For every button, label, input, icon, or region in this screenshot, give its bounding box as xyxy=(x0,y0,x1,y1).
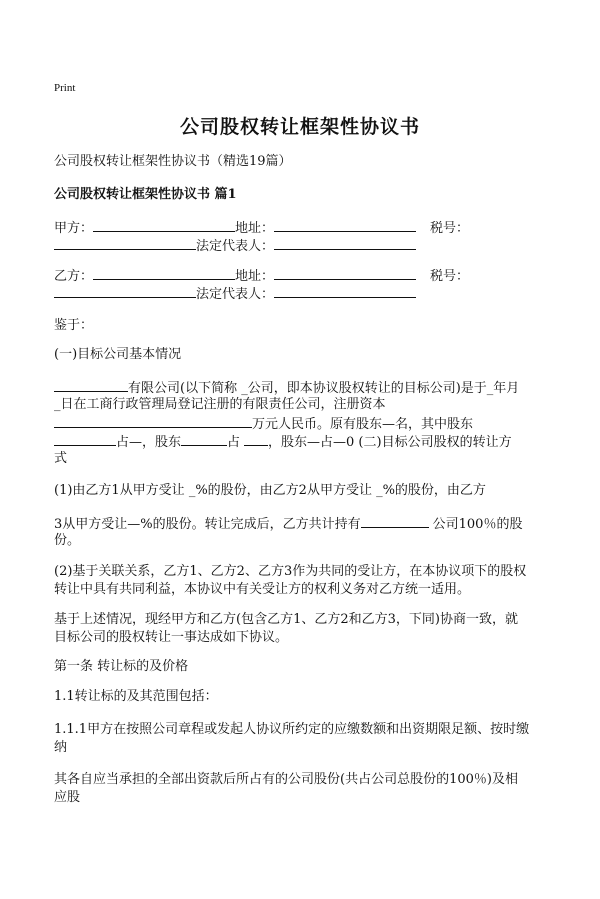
clause-1-1-1-line2: 纳 xyxy=(54,740,68,755)
party-b-name-blank xyxy=(93,266,235,280)
p4-line1: (2)基于关联关系，乙方1、乙方2、乙方3作为共同的受让方，在本协议项下的股权 xyxy=(54,564,527,579)
party-b-rep-label: 法定代表人： xyxy=(196,287,275,302)
section-heading: 公司股权转让框架性协议书 篇1 xyxy=(54,187,237,202)
p5-line1: 基于上述情况，现经甲方和乙方(包含乙方1、乙方2和乙方3，下同)协商一致，就 xyxy=(54,612,518,627)
p3-line2: 份。 xyxy=(54,533,81,548)
party-b-tax-label: 税号： xyxy=(430,269,470,284)
p5-line2: 目标公司的股权转让一事达成如下协议。 xyxy=(54,630,289,645)
party-a-address-label: 地址： xyxy=(235,221,275,236)
clause-1-1: 1.1转让标的及其范围包括： xyxy=(54,689,218,704)
shareholder2-blank xyxy=(181,432,227,446)
party-a-rep-label: 法定代表人： xyxy=(196,239,275,254)
company-name-blank xyxy=(54,378,128,392)
party-a-name-blank xyxy=(93,218,235,232)
whereas-label: 鉴于： xyxy=(54,318,94,333)
p2-line: (1)由乙方1从甲方受让 _%的股份，由乙方2从甲方受让 _%的股份，由乙方 xyxy=(54,483,486,498)
party-b-address-blank xyxy=(274,266,416,280)
holder-blank xyxy=(361,514,429,528)
party-b-rep-blank xyxy=(274,284,416,298)
party-a-address-blank xyxy=(274,218,416,232)
print-label[interactable]: Print xyxy=(54,82,76,94)
document-subtitle: 公司股权转让框架性协议书（精选19篇） xyxy=(54,154,292,169)
shareholder1-blank xyxy=(54,432,116,446)
document-title: 公司股权转让框架性协议书 xyxy=(179,116,420,138)
capital-blank xyxy=(54,414,252,428)
party-b-extra-blank xyxy=(54,284,196,298)
share-blank xyxy=(244,432,268,446)
party-a-label: 甲方： xyxy=(54,221,94,236)
p1-line1: 有限公司(以下简称 _公司，即本协议股权转让的目标公司)是于_年月 xyxy=(54,378,519,398)
p6-line2: 应股 xyxy=(54,790,81,805)
p4-line2: 转让中具有共同利益，本协议中有关受让方的权利义务对乙方统一适用。 xyxy=(54,582,471,597)
section1-title: (一)目标公司基本情况 xyxy=(54,347,182,362)
p1-line3: 万元人民币。原有股东—名，其中股东 xyxy=(54,414,473,434)
party-a-row xyxy=(54,218,469,238)
party-b-label: 乙方： xyxy=(54,269,94,284)
party-a-tax-label: 税号： xyxy=(430,221,470,236)
p6-line1: 其各自应当承担的全部出资款后所占有的公司股份(共占公司总股份的100％)及相 xyxy=(54,772,518,787)
p3-line1: 3从甲方受让—%的股份。转让完成后，乙方共计持有 公司100％的股 xyxy=(54,514,522,534)
p1-line5: 式 xyxy=(54,451,68,466)
article1-title: 第一条 转让标的及价格 xyxy=(54,659,189,674)
party-b-address-label: 地址： xyxy=(235,269,275,284)
party-a-extra-blank xyxy=(54,236,196,250)
party-a-rep-blank xyxy=(274,236,416,250)
party-a-rep-row xyxy=(54,236,416,256)
party-b-row xyxy=(54,266,469,286)
party-b-rep-row xyxy=(54,284,416,304)
p1-line4: 占—，股东 占 ，股东—占—0 (二)目标公司股权的转让方 xyxy=(54,432,512,452)
clause-1-1-1-line1: 1.1.1甲方在按照公司章程或发起人协议所约定的应缴数额和出资期限足额、按时缴 xyxy=(54,722,530,737)
p1-line2: _日在工商行政管理局登记注册的有限责任公司，注册资本 xyxy=(54,397,386,412)
